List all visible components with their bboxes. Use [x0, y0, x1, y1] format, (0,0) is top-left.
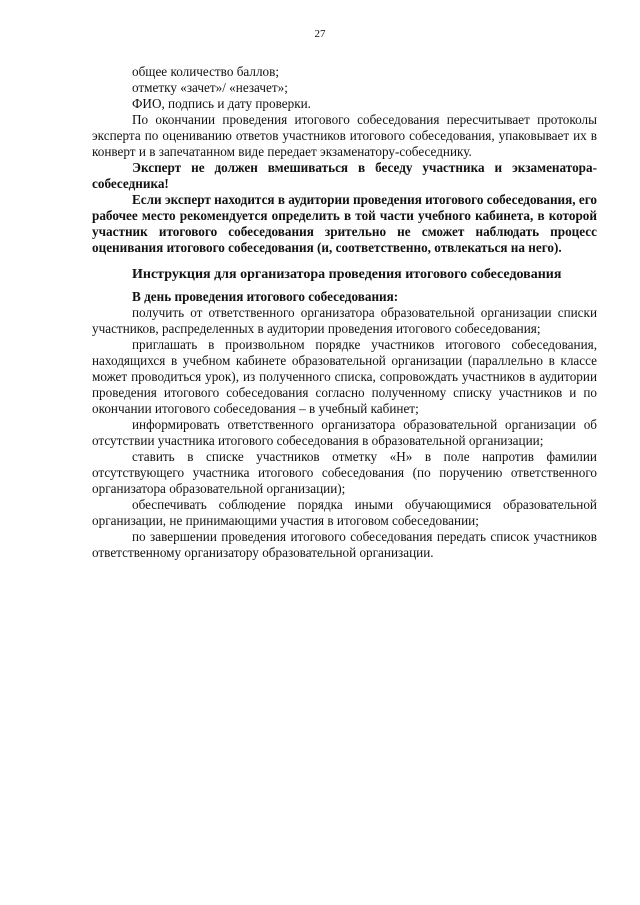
document-body [92, 64, 597, 561]
page-number: 27 [314, 28, 326, 40]
duty-item: информировать ответственного организатора образовательной организации об отсутствии участника итогового собеседования в образовательной организации; [92, 417, 597, 448]
section-title: Инструкция для организатора проведения итогового собеседования [132, 267, 562, 282]
paragraph-protocols: По окончании проведения итогового собеседования пересчитывает протоколы эксперта по оцениванию ответов участников итогового собеседования, упаковывает их в конверт и в запечатанном виде передает экзаменатору-собеседнику. [92, 112, 597, 159]
bold-note-workplace: Если эксперт находится в аудитории проведения итогового собеседования, его рабочее место рекомендуется определить в той части учебного кабинета, в которой участник итогового собеседования зрительно не сможет наблюдать процесс оценивания итогового собеседования (и, соответственно, отвлекаться на него). [92, 192, 597, 255]
list-item: отметку «зачет»/ «незачет»; [132, 80, 288, 95]
duty-item: обеспечивать соблюдение порядка иными обучающимися образовательной организации, не принимающими участия в итоговом собеседовании; [92, 497, 597, 528]
subsection-title: В день проведения итогового собеседования: [132, 289, 399, 304]
duty-item: получить от ответственного организатора образовательной организации списки участников, распределенных в аудитории проведения итогового собеседования; [92, 305, 597, 336]
duty-item: ставить в списке участников отметку «Н» в поле напротив фамилии отсутствующего участника итогового собеседования (по поручению ответственного организатора образовательной организации); [92, 449, 597, 496]
bold-note-expert: Эксперт не должен вмешиваться в беседу участника и экзаменатора-собеседника! [92, 160, 597, 191]
list-item: ФИО, подпись и дату проверки. [132, 96, 311, 111]
list-item: общее количество баллов; [132, 64, 280, 79]
duty-item: по завершении проведения итогового собеседования передать список участников ответственному организатору образовательной организации. [92, 529, 597, 560]
duty-item: приглашать в произвольном порядке участников итогового собеседования, находящихся в учебном кабинете образовательной организации (параллельно в классе может проводиться урок), из полученного списка, сопровождать участников в аудитории проведения итогового собеседования согласно полученному списку участников и по окончании итогового собеседования – в учебный кабинет; [92, 337, 597, 416]
